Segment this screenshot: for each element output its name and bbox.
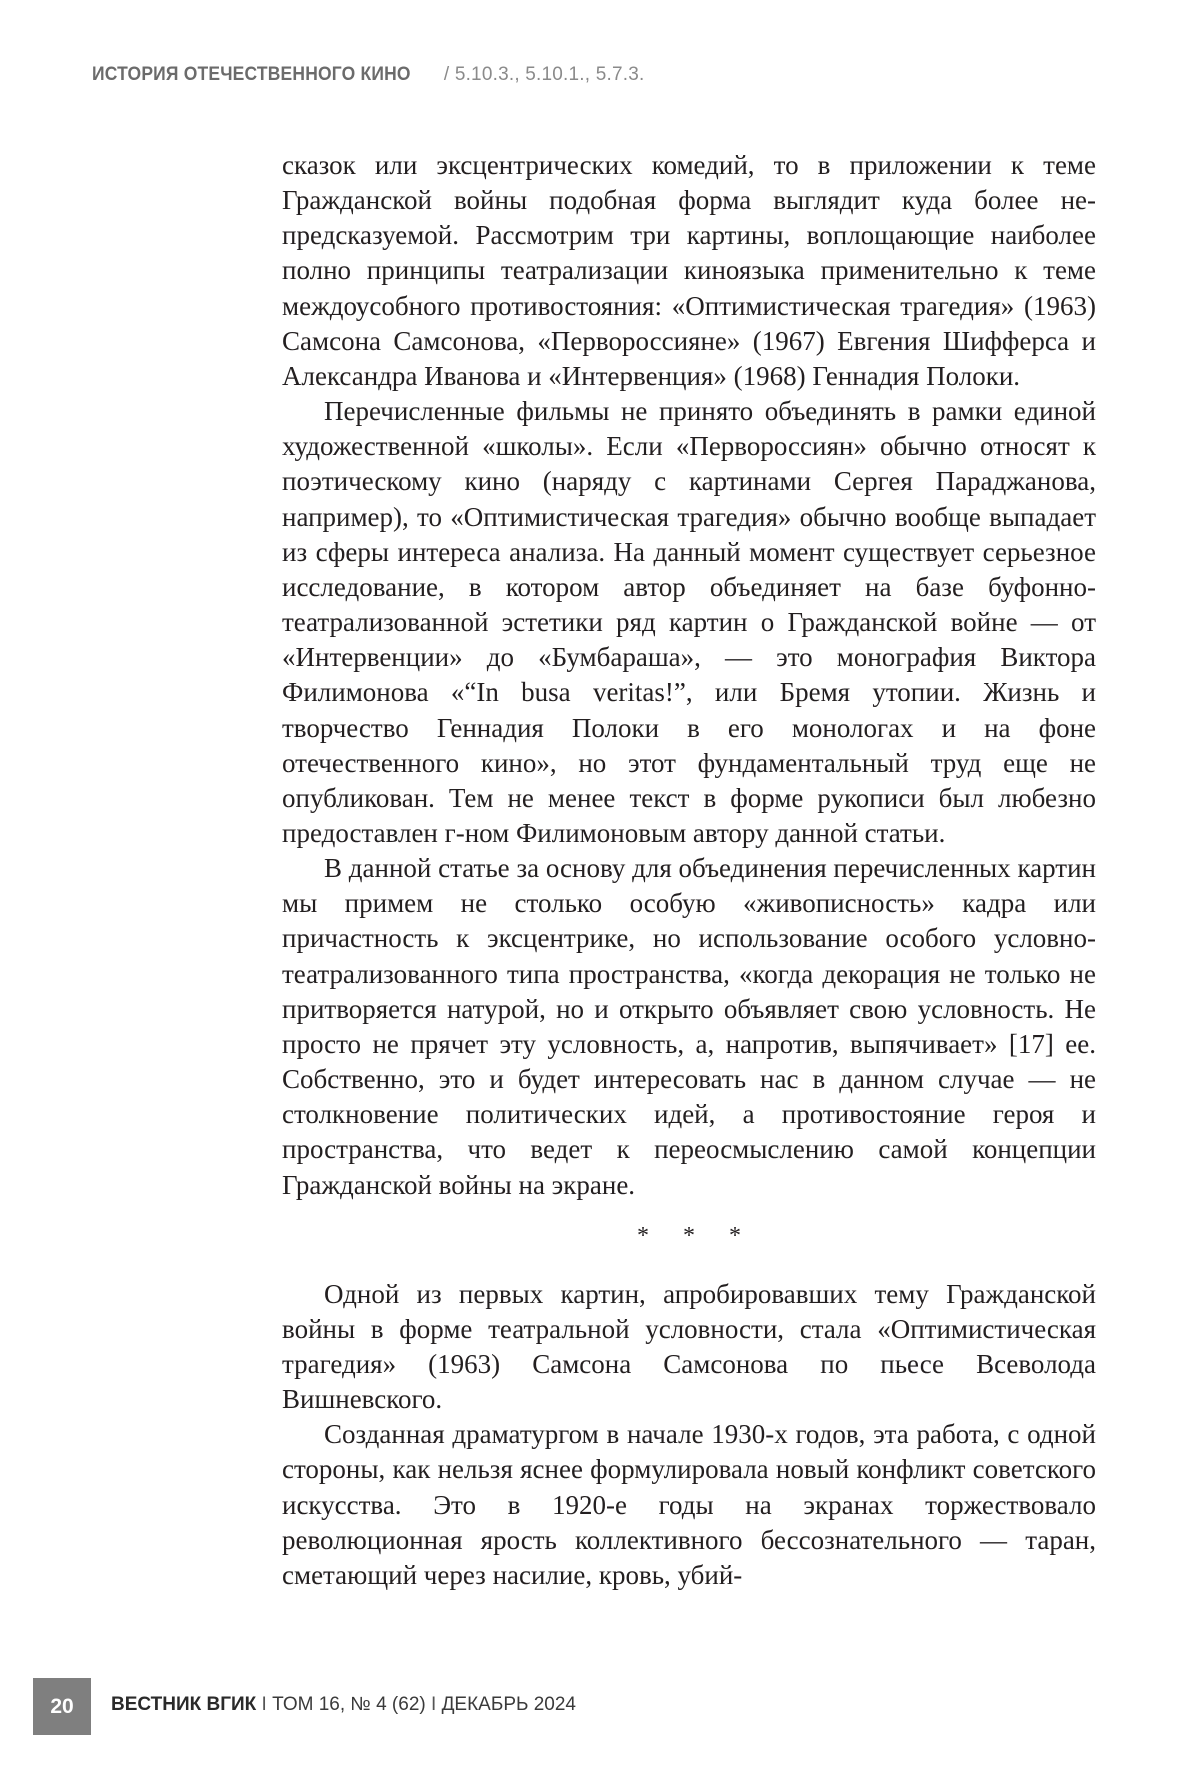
- journal-info: [111, 1694, 576, 1716]
- section-break: * * *: [282, 1221, 1096, 1251]
- paragraph: Созданная драматургом в начале 1930-х годов, эта рабо­та, с одной стороны, как нельзя яснее формулировала новый конфликт советского искусства. Это в 1920-е годы на экранах торжествовало революционная ярость коллективного бессоз­нательного — таран, сметающий через насилие, кровь, убий-: [282, 1417, 1096, 1593]
- paragraph: В данной статье за основу для объединения перечисленных картин мы примем не столько особую «живописность» кадра или причастность к эксцентрике, но использование особого ус­ловно-театрализованного типа пространства, «когда декорация не только не притворяется натурой, но и открыто объявляет свою условность. Не просто не прячет эту условность, а, напро­тив, выпячивает» [17] ее. Собственно, это и будет интересовать нас в данном случае — не столкновение политических идей, а противостояние героя и пространства, что ведет к переосмыс­лению самой концепции Гражданской войны на экране.: [282, 851, 1096, 1203]
- paragraph: сказок или эксцентрических комедий, то в приложении к теме Гражданской войны подобная форма выглядит куда более не­предсказуемой. Рассмотрим три картины, воплощающие наибо­лее полно принципы театрализации киноязыка применительно к теме междоусобного противостояния: «Оптимистическая трагедия» (1963) Самсона Самсонова, «Первороссияне» (1967) Евгения Шифферса и Александра Иванова и «Интервенция» (1968) Геннадия Полоки.: [282, 148, 1096, 394]
- running-header: [92, 64, 1132, 86]
- paragraph: Одной из первых картин, апробировавших тему Граждан­ской войны в форме театральной условности, стала «Оптими­стическая трагедия» (1963) Самсона Самсонова по пьесе Всево­лода Вишневского.: [282, 1277, 1096, 1418]
- journal-name: ВЕСТНИК ВГИК: [111, 1694, 256, 1715]
- header-separator: /: [438, 64, 454, 85]
- issue-date: ДЕКАБРЬ 2024: [442, 1694, 576, 1715]
- footer-separator: I: [426, 1694, 442, 1715]
- page-number: 20: [33, 1678, 91, 1735]
- section-title: ИСТОРИЯ ОТЕЧЕСТВЕННОГО КИНО: [92, 64, 411, 86]
- paragraph: Перечисленные фильмы не принято объединять в рамки единой художественной «школы». Если «Первороссиян» обыч­но относят к поэтическому кино (наряду с картинами Сергея Параджанова, например), то «Оптимистическая трагедия» обычно вообще выпадает из сферы интереса анализа. На дан­ный момент существует серьезное исследование, в котором ав­тор объединяет на базе буфонно-театрализованной эстетики ряд картин о Гражданской войне — от «Интервенции» до «Бум­бараша», — это монография Виктора Филимонова «“In busa veritas!”, или Бремя утопии. Жизнь и творчество Геннадия По­локи в его монологах и на фоне отечественного кино», но этот фундаментальный труд еще не опубликован. Тем не менее текст в форме рукописи был любезно предоставлен г-ном Филимоно­вым автору данной статьи.: [282, 394, 1096, 851]
- footer-separator: I: [256, 1694, 272, 1715]
- specialty-codes: 5.10.3., 5.10.1., 5.7.3.: [455, 64, 645, 85]
- volume-issue: ТОМ 16, № 4 (62): [272, 1694, 426, 1715]
- page-footer: [33, 1678, 1133, 1735]
- article-body: [282, 148, 1096, 1593]
